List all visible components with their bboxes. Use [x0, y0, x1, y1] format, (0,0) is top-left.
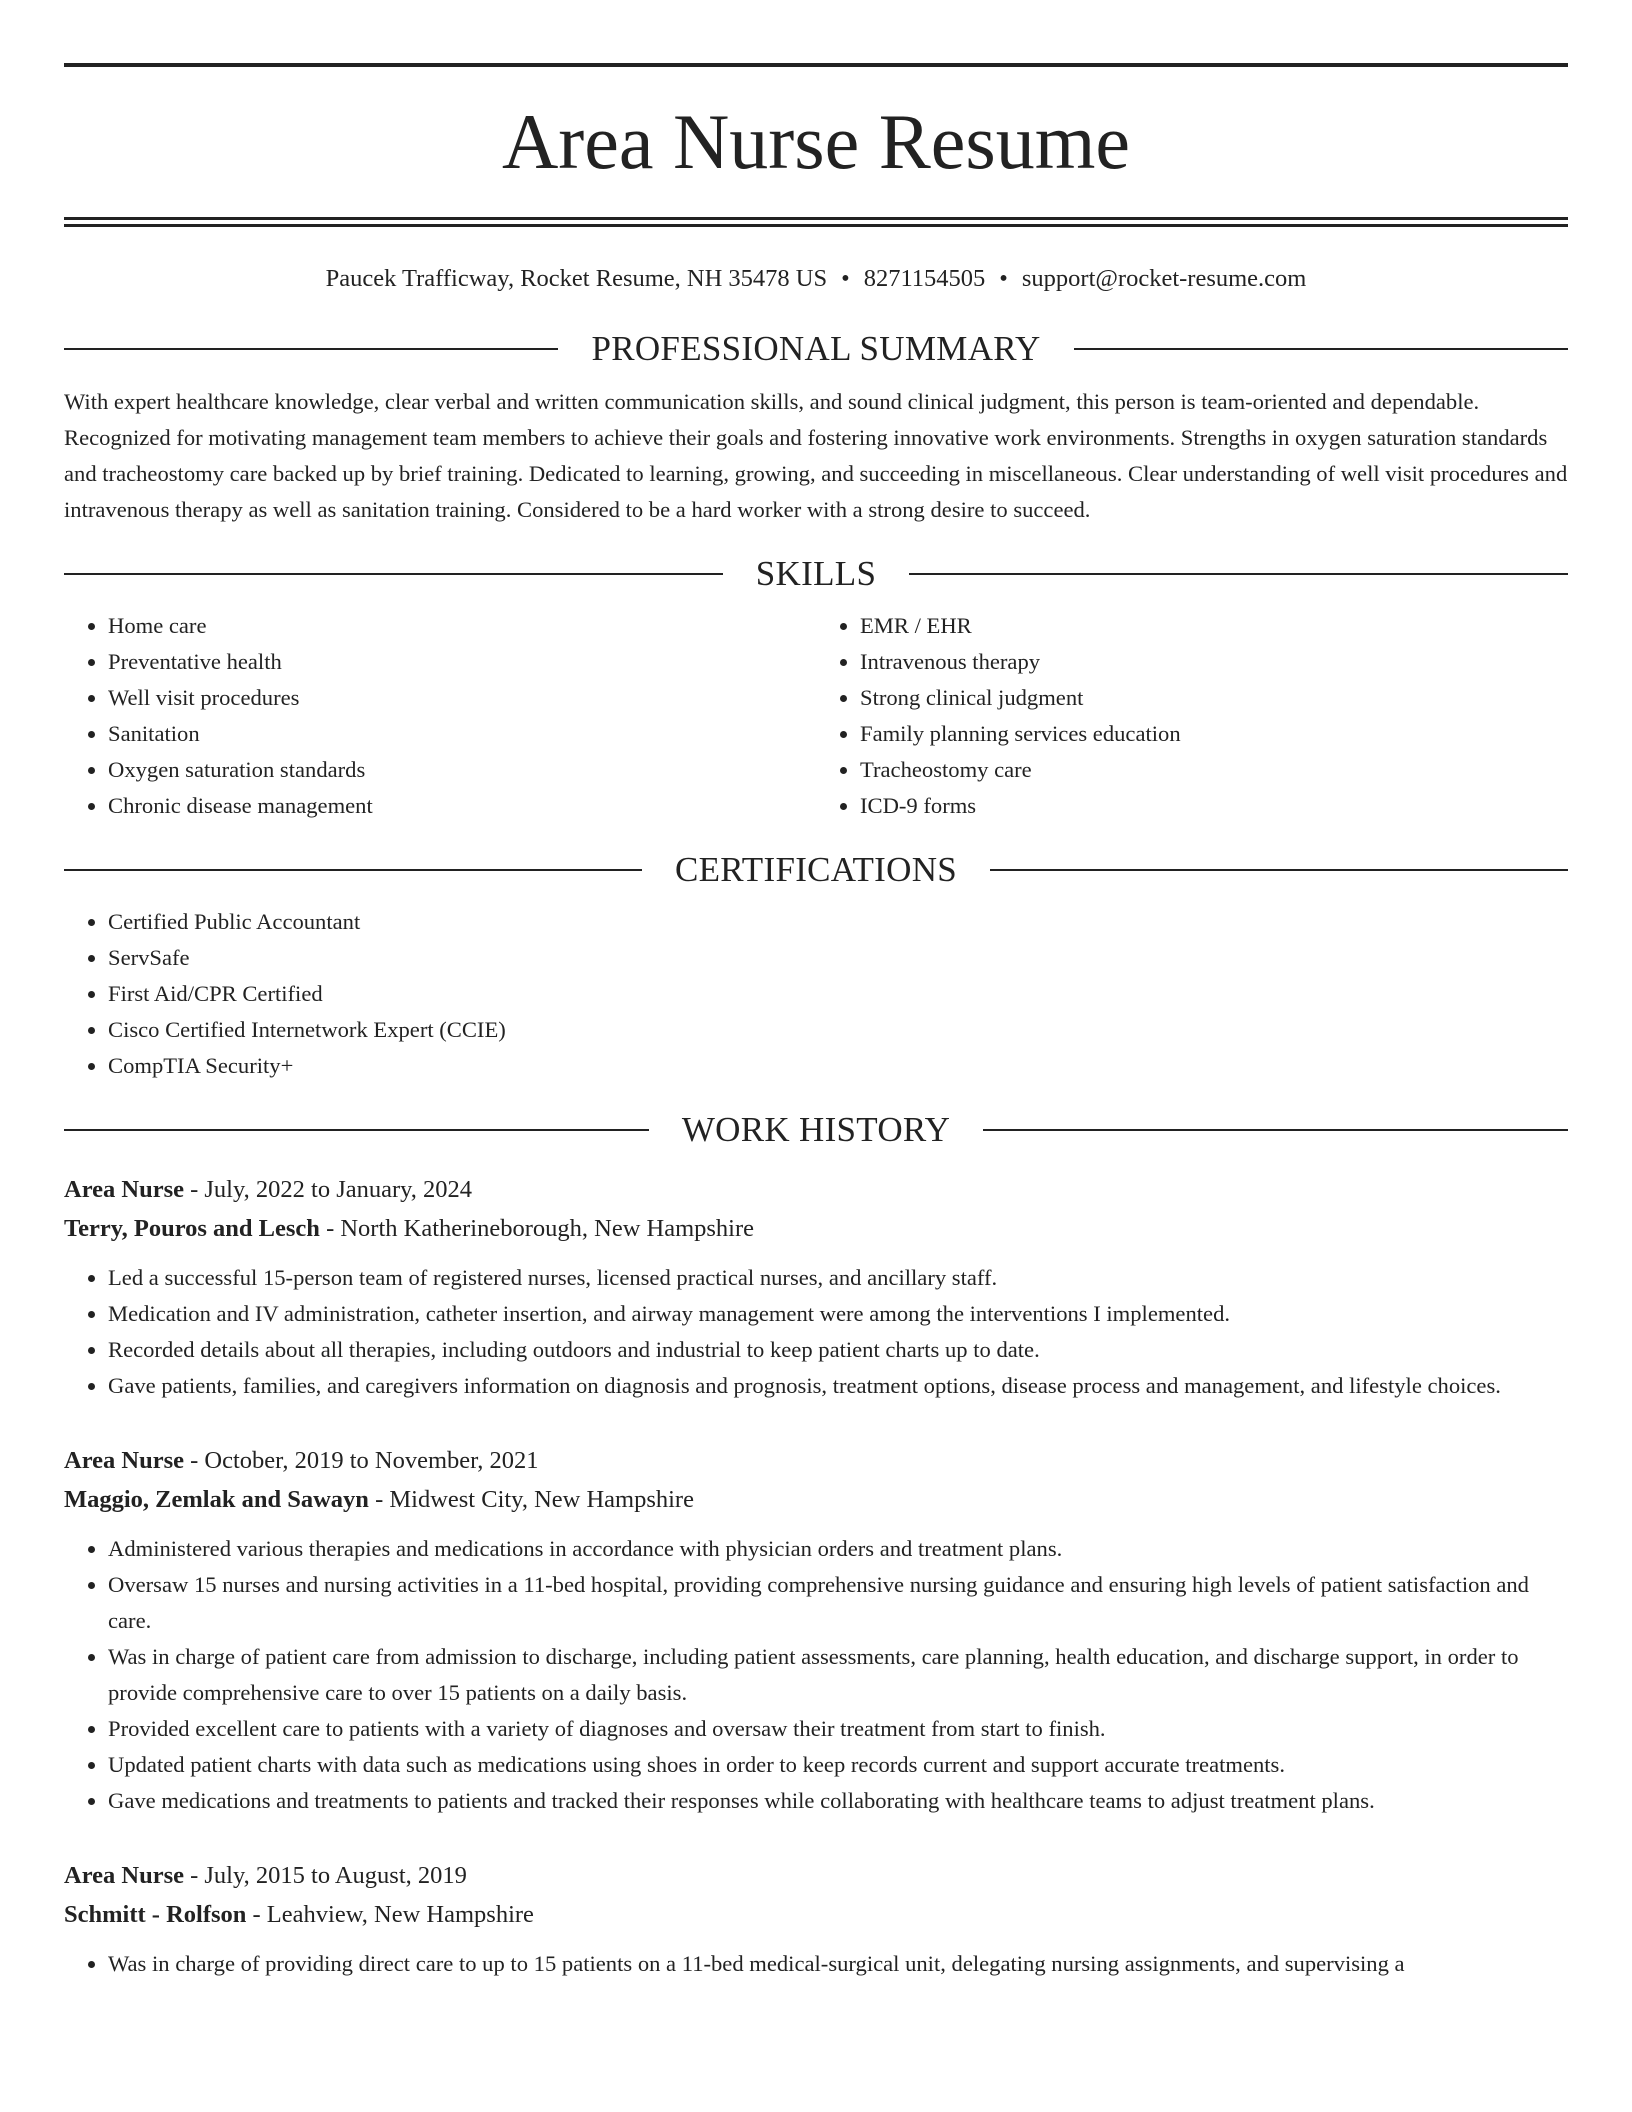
list-item: • Tracheostomy care — [860, 752, 1568, 788]
list-item: • ServSafe — [108, 940, 1568, 976]
list-item: • Family planning services education — [860, 716, 1568, 752]
heading-rule-right — [1074, 348, 1568, 350]
certifications-heading — [64, 850, 1568, 890]
job-bullets — [64, 1260, 1568, 1404]
skills-list-left — [64, 608, 816, 824]
job-role: Area Nurse — [64, 1176, 184, 1203]
job-entry — [64, 1856, 1568, 1982]
heading-rule-left — [64, 1129, 649, 1131]
contact-email: support@rocket-resume.com — [1021, 265, 1307, 292]
top-rule — [64, 63, 1568, 67]
list-item: • Was in charge of patient care from admission to discharge, including patient assessments, care planning, health education, and discharge support, in order to provide comprehensive care to over 15 patients on a daily basis. — [108, 1639, 1568, 1711]
list-item: • Sanitation — [108, 716, 816, 752]
list-item: • Preventative health — [108, 644, 816, 680]
job-entry — [64, 1170, 1568, 1404]
job-role: Area Nurse — [64, 1447, 184, 1474]
job-dates: - July, 2015 to August, 2019 — [183, 1862, 467, 1889]
job-dates: - July, 2022 to January, 2024 — [183, 1176, 473, 1203]
summary-heading — [64, 329, 1568, 369]
job-location: - Leahview, New Hampshire — [246, 1901, 534, 1928]
work-history-heading-label: WORK HISTORY — [681, 1110, 951, 1149]
list-item: • Gave medications and treatments to patients and tracked their responses while collaborating with healthcare teams to adjust treatment plans. — [108, 1783, 1568, 1819]
list-item: • Led a successful 15-person team of registered nurses, licensed practical nurses, and ancillary staff. — [108, 1260, 1568, 1296]
heading-rule-left — [64, 348, 558, 350]
skills-columns — [64, 608, 1568, 824]
resume-page — [64, 0, 1568, 1982]
job-title-line — [64, 1441, 1568, 1480]
list-item: • Recorded details about all therapies, including outdoors and industrial to keep patient charts up to date. — [108, 1332, 1568, 1368]
job-title-line — [64, 1856, 1568, 1895]
job-company-line — [64, 1895, 1568, 1934]
list-item: • EMR / EHR — [860, 608, 1568, 644]
list-item: • Well visit procedures — [108, 680, 816, 716]
list-item: • Provided excellent care to patients with a variety of diagnoses and oversaw their treatment from start to finish. — [108, 1711, 1568, 1747]
certifications-heading-label: CERTIFICATIONS — [674, 850, 958, 889]
list-item: • First Aid/CPR Certified — [108, 976, 1568, 1012]
list-item: • Updated patient charts with data such as medications using shoes in order to keep records current and support accurate treatments. — [108, 1747, 1568, 1783]
job-role: Area Nurse — [64, 1862, 184, 1889]
skills-heading-label: SKILLS — [755, 554, 877, 593]
job-title-line — [64, 1170, 1568, 1209]
job-bullets — [64, 1946, 1568, 1982]
list-item: • Intravenous therapy — [860, 644, 1568, 680]
work-history-list — [64, 1170, 1568, 1982]
summary-text: With expert healthcare knowledge, clear verbal and written communication skills, and sound clinical judgment, this person is team-oriented and dependable. Recognized for motivating management team members to achieve their goals and fostering innovative work environments. Strengths in oxygen saturation standards and tracheostomy care backed up by brief training. Dedicated to learning, growing, and succeeding in miscellaneous. Clear understanding of well visit procedures and intravenous therapy as well as sanitation training. Considered to be a hard worker with a strong desire to succeed. — [64, 389, 1568, 522]
list-item: • Strong clinical judgment — [860, 680, 1568, 716]
list-item: • Oxygen saturation standards — [108, 752, 816, 788]
heading-rule-right — [909, 573, 1568, 575]
heading-rule-right — [990, 869, 1568, 871]
heading-rule-left — [64, 573, 723, 575]
list-item: • Administered various therapies and medications in accordance with physician orders and treatment plans. — [108, 1531, 1568, 1567]
job-bullets — [64, 1531, 1568, 1819]
job-location: - Midwest City, New Hampshire — [368, 1486, 694, 1513]
job-company: Terry, Pouros and Lesch — [64, 1215, 320, 1242]
heading-rule-left — [64, 869, 642, 871]
work-history-heading — [64, 1110, 1568, 1150]
list-item: • CompTIA Security+ — [108, 1048, 1568, 1084]
list-item: • ICD-9 forms — [860, 788, 1568, 824]
heading-rule-right — [983, 1129, 1568, 1131]
job-company-line — [64, 1209, 1568, 1248]
list-item: • Medication and IV administration, catheter insertion, and airway management were among the interventions I implemented. — [108, 1296, 1568, 1332]
skills-list-right — [816, 608, 1568, 824]
list-item: • Gave patients, families, and caregivers information on diagnosis and prognosis, treatment options, disease process and management, and lifestyle choices. — [108, 1368, 1568, 1404]
skills-heading — [64, 554, 1568, 594]
certifications-list — [64, 904, 1568, 1084]
job-company: Maggio, Zemlak and Sawayn — [64, 1486, 369, 1513]
contact-line — [64, 263, 1568, 295]
list-item: • Certified Public Accountant — [108, 904, 1568, 940]
list-item: • Oversaw 15 nurses and nursing activities in a 11-bed hospital, providing comprehensive nursing guidance and ensuring high levels of patient satisfaction and care. — [108, 1567, 1568, 1639]
summary-heading-label: PROFESSIONAL SUMMARY — [591, 329, 1041, 368]
job-location: - North Katherineborough, New Hampshire — [319, 1215, 755, 1242]
job-company: Schmitt - Rolfson — [64, 1901, 247, 1928]
contact-separator: • — [999, 265, 1008, 292]
job-entry — [64, 1441, 1568, 1819]
list-item: • Chronic disease management — [108, 788, 816, 824]
list-item: • Was in charge of providing direct care to up to 15 patients on a 11-bed medical-surgical unit, delegating nursing assignments, and supervising a — [108, 1946, 1568, 1982]
list-item: • Home care — [108, 608, 816, 644]
title-double-rule — [64, 217, 1568, 227]
contact-phone: 8271154505 — [863, 265, 986, 292]
contact-separator: • — [841, 265, 850, 292]
job-dates: - October, 2019 to November, 2021 — [183, 1447, 539, 1474]
page-title: Area Nurse Resume — [501, 98, 1131, 185]
job-company-line — [64, 1480, 1568, 1519]
list-item: • Cisco Certified Internetwork Expert (CCIE) — [108, 1012, 1568, 1048]
contact-address: Paucek Trafficway, Rocket Resume, NH 35478 US — [325, 265, 828, 292]
